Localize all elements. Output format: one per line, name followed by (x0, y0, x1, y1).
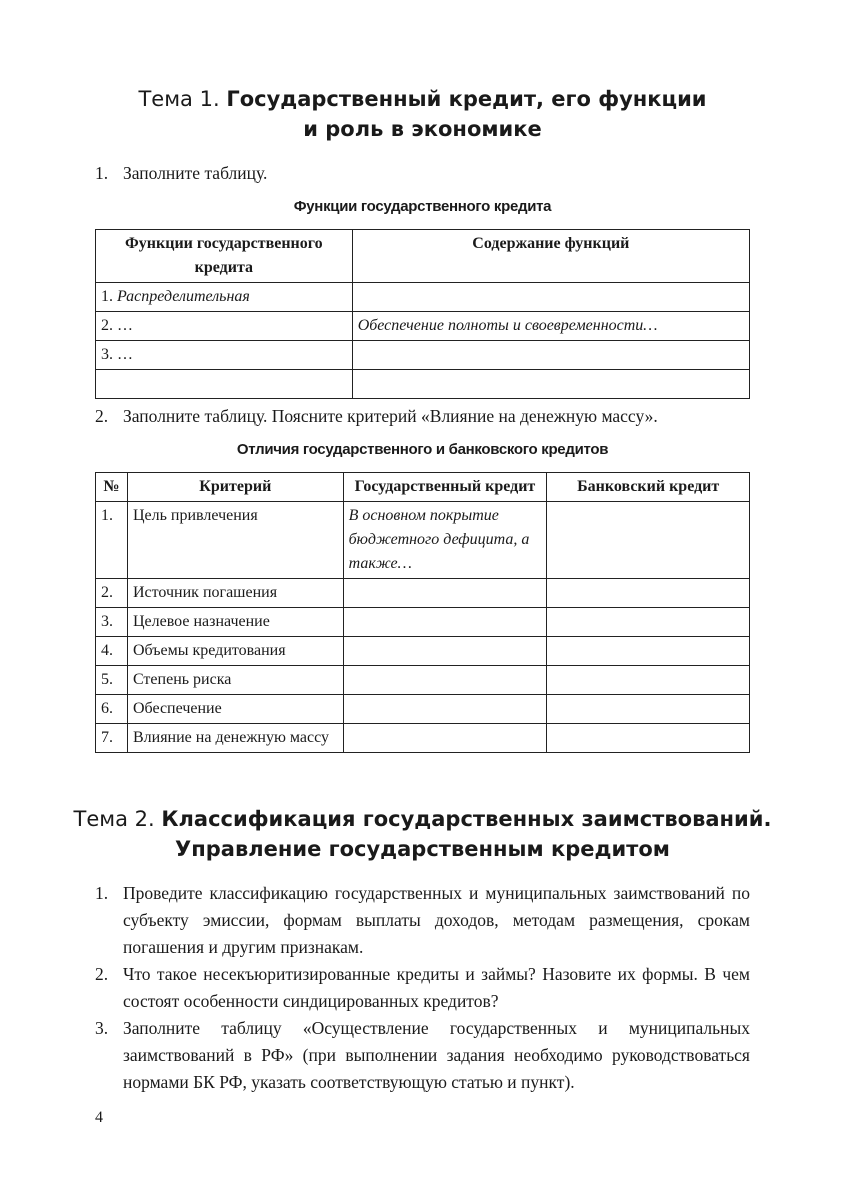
table-header-row (96, 230, 750, 283)
function-cell (96, 370, 353, 399)
table-2-caption: Отличия государственного и банковского кредитов (236, 441, 609, 458)
row-number: 2. (101, 317, 113, 334)
criterion-cell: Целевое назначение (127, 608, 343, 637)
criterion-cell: Обеспечение (127, 695, 343, 724)
criterion-cell: Степень риска (127, 666, 343, 695)
table-row (96, 579, 750, 608)
function-cell (96, 283, 353, 312)
page-number: 4 (95, 1109, 103, 1126)
criterion-cell: Влияние на денежную массу (127, 724, 343, 753)
bank-credit-cell (547, 695, 750, 724)
differences-table (95, 472, 750, 753)
table-row (96, 695, 750, 724)
table-row (96, 724, 750, 753)
topic-2-title-line-1: Классификация государственных заимствований. (161, 807, 772, 831)
task-1-text: Заполните таблицу. (123, 163, 268, 183)
row-number: 3. (96, 608, 128, 637)
function-name: … (117, 346, 133, 363)
header-state-credit: Государственный кредит (343, 473, 547, 502)
row-number: 1. (96, 502, 128, 579)
content-cell (352, 370, 749, 399)
header-criterion: Критерий (127, 473, 343, 502)
criterion-cell: Источник погашения (127, 579, 343, 608)
criterion-cell: Цель привлечения (127, 502, 343, 579)
state-credit-cell (343, 608, 547, 637)
topic-2-task-3 (95, 1015, 750, 1096)
bank-credit-cell (547, 579, 750, 608)
table-row (96, 502, 750, 579)
topic-2-task-2 (95, 961, 750, 1015)
topic-1-title-line-1: Государственный кредит, его функции (226, 87, 707, 111)
row-number: 5. (96, 666, 128, 695)
task-text: Что такое несекъюритизированные кредиты и займы? Назовите их формы. В чем состоят особенности синдицированных кредитов? (123, 964, 750, 1011)
bank-credit-cell (547, 666, 750, 695)
function-cell (96, 312, 353, 341)
bank-credit-cell (547, 608, 750, 637)
topic-1-heading (60, 84, 785, 144)
function-name: … (117, 317, 133, 334)
state-credit-cell (343, 695, 547, 724)
header-number: № (96, 473, 128, 502)
task-text: Проведите классификацию государственных и муниципальных заимствований по субъекту эмиссии, формам выплаты доходов, методам размещения, срокам погашения и другим признакам. (123, 883, 750, 957)
bank-credit-cell (547, 637, 750, 666)
state-credit-cell (343, 724, 547, 753)
task-number: 1. (95, 883, 109, 903)
table-row (96, 312, 750, 341)
task-1-number: 1. (95, 163, 109, 183)
topic-1-title-line-2: и роль в экономике (303, 117, 542, 141)
table-row (96, 370, 750, 399)
table-row (96, 283, 750, 312)
functions-table (95, 229, 750, 399)
table-row (96, 341, 750, 370)
task-text: Заполните таблицу «Осуществление государственных и муниципальных заимствований в РФ» (при выполнении задания необходимо руководствоваться нормами БК РФ, указать соответствующую статью и пункт). (123, 1018, 750, 1092)
table-header-row (96, 473, 750, 502)
table-row (96, 637, 750, 666)
task-1 (95, 160, 750, 187)
topic-2-task-1 (95, 880, 750, 961)
content-cell: Обеспечение полноты и своевременности… (352, 312, 749, 341)
row-number: 1. (101, 288, 113, 305)
header-bank-credit: Банковский кредит (547, 473, 750, 502)
topic-2-heading (60, 804, 785, 864)
topic-2-title-line-2: Управление государственным кредитом (175, 837, 670, 861)
table-1-caption: Функции государственного кредита (293, 198, 552, 215)
bank-credit-cell (547, 502, 750, 579)
content-cell (352, 283, 749, 312)
row-number: 3. (101, 346, 113, 363)
state-credit-cell: В основном покрытие бюджетного дефицита, а также… (343, 502, 547, 579)
task-number: 3. (95, 1018, 109, 1038)
function-name: Распределительная (117, 288, 250, 305)
bank-credit-cell (547, 724, 750, 753)
function-cell (96, 341, 353, 370)
state-credit-cell (343, 637, 547, 666)
task-2-number: 2. (95, 406, 109, 426)
state-credit-cell (343, 666, 547, 695)
task-2-text: Заполните таблицу. Поясните критерий «Влияние на денежную массу». (123, 406, 658, 426)
row-number: 7. (96, 724, 128, 753)
row-number: 6. (96, 695, 128, 724)
header-content: Содержание функций (352, 230, 749, 283)
row-number: 2. (96, 579, 128, 608)
task-2 (95, 403, 750, 430)
row-number: 4. (96, 637, 128, 666)
content-cell (352, 341, 749, 370)
table-row (96, 608, 750, 637)
state-credit-cell (343, 579, 547, 608)
task-number: 2. (95, 964, 109, 984)
criterion-cell: Объемы кредитования (127, 637, 343, 666)
header-functions: Функции государственного кредита (96, 230, 353, 283)
topic-2-label: Тема 2. (73, 807, 155, 831)
topic-1-label: Тема 1. (138, 87, 220, 111)
table-row (96, 666, 750, 695)
